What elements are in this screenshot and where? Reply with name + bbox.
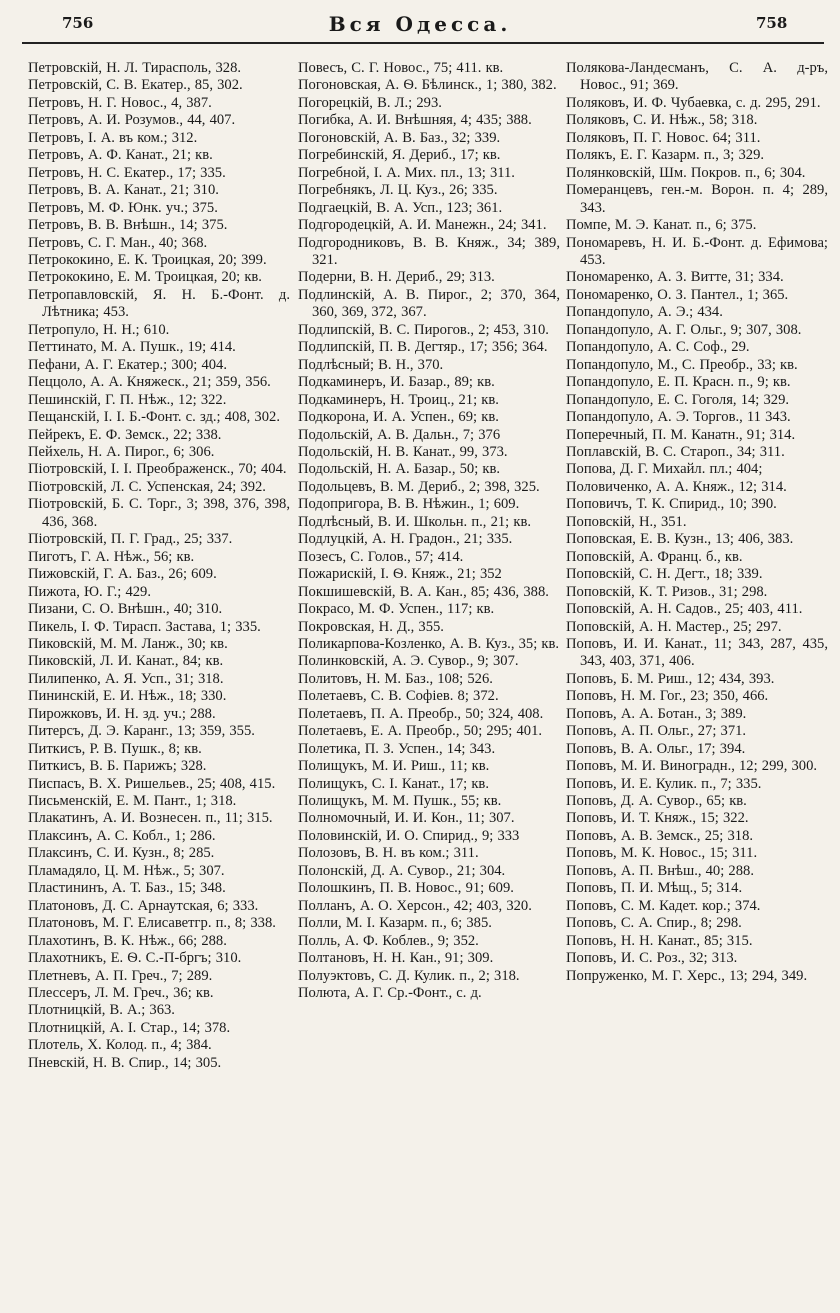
directory-entry: Подлуцкій, А. Н. Градон., 21; 335. <box>298 531 513 548</box>
directory-entry: Петровъ, М. Ф. Юнк. уч.; 375. <box>28 199 218 216</box>
directory-entry: Петровъ, Н. Г. Новос., 4, 387. <box>28 94 212 111</box>
directory-entry: Поляковъ, П. Г. Новос. 64; 311. <box>566 129 761 146</box>
directory-entry: Поповъ, С. М. Кадет. кор.; 374. <box>566 897 761 914</box>
directory-entry: Погоновскій, А. В. Баз., 32; 339. <box>298 129 501 146</box>
directory-entry: Полищукъ, С. І. Канат., 17; кв. <box>298 775 489 792</box>
directory-entry: Покрасо, М. Ф. Успен., 117; кв. <box>298 601 495 618</box>
directory-entry: Поповъ, С. А. Спир., 8; 298. <box>566 915 742 932</box>
running-title: Вся Одесса. <box>328 12 512 36</box>
directory-entry: Петровскій, Н. Л. Тирасполь, 328. <box>28 60 242 76</box>
directory-entry: Петрококино, Е. М. Троицкая, 20; кв. <box>28 269 262 286</box>
directory-entry: Петровъ, А. И. Розумов., 44, 407. <box>28 112 236 129</box>
directory-entry: Плотницкій, В. А.; 363. <box>28 1002 175 1019</box>
directory-entry: Питкисъ, В. Б. Парижъ; 328. <box>28 758 207 775</box>
directory-entry: Погребнякъ, Л. Ц. Куз., 26; 335. <box>298 182 498 199</box>
directory-entry: Полль, А. Ф. Коблев., 9; 352. <box>298 932 479 949</box>
directory-entry: Полуэктовъ, С. Д. Кулик. п., 2; 318. <box>298 967 520 984</box>
directory-entry: Подольскій, Н. В. Канат., 99, 373. <box>298 443 508 460</box>
directory-entry: Поповъ, А. В. Земск., 25; 318. <box>566 827 754 844</box>
directory-entry: Поповскій, С. Н. Дегт., 18; 339. <box>566 566 763 583</box>
directory-entry: Поповъ, И. И. Канат., 11; 343, 287, 435, 343, 403, 371, 406. <box>566 635 828 670</box>
directory-entry: Попова, Д. Г. Михайл. пл.; 404; <box>566 461 763 478</box>
directory-entry: Подольскій, А. В. Дальн., 7; 376 <box>298 426 501 443</box>
directory-entry: Писпасъ, В. Х. Ришельев., 25; 408, 415. <box>28 775 276 792</box>
directory-entry: Поповъ, П. И. Мѣщ., 5; 314. <box>566 880 743 897</box>
column-2 <box>298 60 560 1002</box>
directory-entry: Половинскій, И. О. Спирид., 9; 333 <box>298 827 520 844</box>
directory-entry: Помпе, М. Э. Канат. п., 6; 375. <box>566 217 757 234</box>
directory-entry: Полетика, П. З. Успен., 14; 343. <box>298 740 496 757</box>
directory-entry: Пешинскій, Г. П. Нѣж., 12; 322. <box>28 391 227 408</box>
directory-entry: Политовъ, Н. М. Баз., 108; 526. <box>298 670 493 687</box>
directory-entry: Поповъ, А. П. Внѣш., 40; 288. <box>566 862 754 879</box>
directory-entry: Попандопуло, Е. П. Красн. п., 9; кв. <box>566 374 791 391</box>
directory-entry: Плотель, Х. Колод. п., 4; 384. <box>28 1037 212 1054</box>
directory-entry: Поповскій, А. Н. Мастер., 25; 297. <box>566 618 782 635</box>
directory-entry: Питкисъ, Р. В. Пушк., 8; кв. <box>28 740 202 757</box>
directory-entry: Піотровскій, П. Г. Град., 25; 337. <box>28 531 233 548</box>
directory-entry: Плессеръ, Л. М. Греч., 36; кв. <box>28 985 214 1002</box>
directory-entry: Поповъ, И. С. Роз., 32; 313. <box>566 950 738 967</box>
directory-entry: Піотровскій, І. І. Преображенск., 70; 404. <box>28 461 287 478</box>
directory-entry: Поликарпова-Козленко, А. В. Куз., 35; кв. <box>298 635 560 652</box>
directory-entry: Подгородниковъ, В. В. Княж., 34; 389, 321. <box>298 234 560 268</box>
directory-entry: Подлѣсный, В. И. Школьн. п., 21; кв. <box>298 513 532 530</box>
directory-entry: Подольцевъ, В. М. Дериб., 2; 398, 325. <box>298 478 540 495</box>
directory-entry: Петровъ, В. В. Внѣшн., 14; 375. <box>28 217 228 234</box>
directory-entry: Подкорона, И. А. Успен., 69; кв. <box>298 409 499 426</box>
directory-entry: Петровъ, І. А. въ ком.; 312. <box>28 129 198 146</box>
directory-entry: Пожарискій, І. Ѳ. Княж., 21; 352 <box>298 566 502 583</box>
directory-entry: Поплавскій, В. С. Староп., 34; 311. <box>566 443 785 460</box>
directory-entry: Петровъ, С. Г. Ман., 40; 368. <box>28 234 208 251</box>
directory-entry: Петропуло, Н. Н.; 610. <box>28 321 170 338</box>
directory-entry: Подерни, В. Н. Дериб., 29; 313. <box>298 269 495 286</box>
directory-entry: Попандопуло, А. Э.; 434. <box>566 304 723 321</box>
directory-entry: Плаксинъ, С. И. Кузн., 8; 285. <box>28 845 215 862</box>
directory-entry: Пламадяло, Ц. М. Нѣж., 5; 307. <box>28 862 225 879</box>
directory-entry: Поляковъ, С. И. Нѣж., 58; 318. <box>566 112 758 129</box>
directory-entry: Плахотинъ, В. К. Нѣж., 66; 288. <box>28 932 227 949</box>
directory-entry: Петропавловскій, Я. Н. Б.-Фонт. д. Лѣтника; 453. <box>28 286 290 321</box>
directory-entry: Поповъ, И. Е. Кулик. п., 7; 335. <box>566 775 762 792</box>
directory-entry: Пещанскій, І. І. Б.-Фонт. с. зд.; 408, 302. <box>28 409 280 426</box>
directory-entry: Пижота, Ю. Г.; 429. <box>28 583 151 600</box>
directory-entry: Погоновская, А. Ѳ. Бѣлинск., 1; 380, 382. <box>298 77 557 94</box>
directory-entry: Поповскій, А. Н. Садов., 25; 403, 411. <box>566 601 803 618</box>
directory-entry: Подлѣсный; В. Н., 370. <box>298 356 444 373</box>
directory-entry: Полетаевъ, С. В. Софіев. 8; 372. <box>298 688 499 705</box>
directory-entry: Поперечный, П. М. Канатн., 91; 314. <box>566 426 796 443</box>
directory-entry: Петрококино, Е. К. Троицкая, 20; 399. <box>28 251 267 268</box>
directory-entry: Повесъ, С. Г. Новос., 75; 411. кв. <box>298 60 504 76</box>
directory-entry: Подлипскій, В. С. Пирогов., 2; 453, 310. <box>298 321 549 338</box>
directory-entry: Пирожковъ, И. Н. зд. уч.; 288. <box>28 705 216 722</box>
directory-entry: Питерсъ, Д. Э. Каранг., 13; 359, 355. <box>28 723 255 740</box>
directory-entry: Подгородецкій, А. И. Манежн., 24; 341. <box>298 217 547 234</box>
directory-entry: Позесъ, С. Голов., 57; 414. <box>298 548 464 565</box>
directory-entry: Поповъ, М. К. Новос., 15; 311. <box>566 845 758 862</box>
directory-entry: Пизани, С. О. Внѣшн., 40; 310. <box>28 601 223 618</box>
directory-entry: Поповскій, А. Франц. б., кв. <box>566 548 743 565</box>
directory-entry: Половиченко, А. А. Княж., 12; 314. <box>566 478 787 495</box>
directory-entry: Полищукъ, М. И. Риш., 11; кв. <box>298 758 490 775</box>
directory-entry: Поповъ, И. Т. Княж., 15; 322. <box>566 810 749 827</box>
directory-entry: Полюта, А. Г. Ср.-Фонт., с. д. <box>298 985 482 1002</box>
directory-entry: Попандопуло, А. С. Соф., 29. <box>566 339 750 356</box>
directory-entry: Пейхель, Н. А. Пирог., 6; 306. <box>28 443 215 460</box>
directory-entry: Подкаминеръ, И. Базар., 89; кв. <box>298 374 495 391</box>
directory-entry: Піотровскій, Л. С. Успенская, 24; 392. <box>28 478 266 495</box>
directory-entry: Поповскій, Н., 351. <box>566 513 687 530</box>
directory-entry: Полинковскій, А. Э. Сувор., 9; 307. <box>298 653 519 670</box>
directory-entry: Попандопуло, А. Г. Ольг., 9; 307, 308. <box>566 321 802 338</box>
directory-entry: Покровская, Н. Д., 355. <box>298 618 444 635</box>
directory-entry: Пономаренко, А. З. Витте, 31; 334. <box>566 269 784 286</box>
directory-entry: Поляковъ, И. Ф. Чубаевка, с. д. 295, 291. <box>566 94 821 111</box>
directory-entry: Пиковскій, Л. И. Канат., 84; кв. <box>28 653 224 670</box>
directory-entry: Полякъ, Е. Г. Казарм. п., 3; 329. <box>566 147 765 164</box>
directory-entry: Покшишевскій, В. А. Кан., 85; 436, 388. <box>298 583 549 600</box>
directory-entry: Пикель, І. Ф. Тирасп. Застава, 1; 335. <box>28 618 261 635</box>
directory-entry: Погибка, А. И. Внѣшняя, 4; 435; 388. <box>298 112 532 129</box>
directory-entry: Петровъ, Н. С. Екатер., 17; 335. <box>28 164 226 181</box>
directory-entry: Пиготъ, Г. А. Нѣж., 56; кв. <box>28 548 195 565</box>
directory-entry: Погребинскій, Я. Дериб., 17; кв. <box>298 147 501 164</box>
directory-entry: Пеццоло, А. А. Княжеск., 21; 359, 356. <box>28 374 271 391</box>
directory-entry: Подопригора, В. В. Нѣжин., 1; 609. <box>298 496 520 513</box>
directory-entry: Попандопуло, Е. С. Гоголя, 14; 329. <box>566 391 790 408</box>
directory-entry: Піотровскій, Б. С. Торг., 3; 398, 376, 398, 436, 368. <box>28 496 290 530</box>
directory-entry: Поповъ, Б. М. Риш., 12; 434, 393. <box>566 670 775 687</box>
directory-entry: Поповъ, В. А. Ольг., 17; 394. <box>566 740 746 757</box>
directory-entry: Подольскій, Н. А. Базар., 50; кв. <box>298 461 501 478</box>
directory-entry: Петровскій, С. В. Екатер., 85, 302. <box>28 77 243 94</box>
directory-entry: Попандопуло, А. Э. Торгов., 11 343. <box>566 409 791 426</box>
directory-entry: Подгаецкій, В. А. Усп., 123; 361. <box>298 199 503 216</box>
directory-entry: Плакатинъ, А. И. Вознесен. п., 11; 315. <box>28 810 273 827</box>
directory-entry: Полномочный, И. И. Кон., 11; 307. <box>298 810 515 827</box>
directory-entry: Петровъ, В. А. Канат., 21; 310. <box>28 182 219 199</box>
directory-entry: Пневскій, Н. В. Спир., 14; 305. <box>28 1054 222 1071</box>
directory-entry: Погребной, І. А. Мих. пл., 13; 311. <box>298 164 515 181</box>
directory-entry: Погорецкій, В. Л.; 293. <box>298 94 442 111</box>
directory-entry: Пефани, А. Г. Екатер.; 300; 404. <box>28 356 227 373</box>
page-number-right: 758 <box>756 14 788 32</box>
directory-entry: Попандопуло, М., С. Преобр., 33; кв. <box>566 356 798 373</box>
directory-entry: Петровъ, А. Ф. Канат., 21; кв. <box>28 147 213 164</box>
directory-entry: Пининскій, Е. И. Нѣж., 18; 330. <box>28 688 227 705</box>
directory-entry: Поповъ, Д. А. Сувор., 65; кв. <box>566 793 747 810</box>
directory-entry: Подлинскій, А. В. Пирог., 2; 370, 364, 360, 369, 372, 367. <box>298 286 560 321</box>
page-header <box>0 0 840 58</box>
directory-entry: Померанцевъ, ген.-м. Ворон. п. 4; 289, 343. <box>566 182 828 216</box>
directory-entry: Пижовскій, Г. А. Баз., 26; 609. <box>28 566 217 583</box>
directory-entry: Полли, М. І. Казарм. п., 6; 385. <box>298 915 492 932</box>
directory-entry: Платоновъ, Д. С. Арнаутская, 6; 333. <box>28 897 259 914</box>
directory-entry: Полланъ, А. О. Херсон., 42; 403, 320. <box>298 897 532 914</box>
directory-entry: Плетневъ, А. П. Греч., 7; 289. <box>28 967 213 984</box>
directory-entry: Полетаевъ, П. А. Преобр., 50; 324, 408. <box>298 705 544 722</box>
directory-entry: Поповъ, А. П. Ольг., 27; 371. <box>566 723 747 740</box>
directory-entry: Полетаевъ, Е. А. Преобр., 50; 295; 401. <box>298 723 543 740</box>
column-1 <box>28 60 290 1072</box>
directory-entry: Подлипскій, П. В. Дегтяр., 17; 356; 364. <box>298 339 548 356</box>
directory-entry: Письменскій, Е. М. Пант., 1; 318. <box>28 793 237 810</box>
header-rule <box>22 42 824 44</box>
directory-entry: Поповъ, М. И. Виноградн., 12; 299, 300. <box>566 758 818 775</box>
directory-entry: Пономаренко, О. З. Пантел., 1; 365. <box>566 286 789 303</box>
directory-entry: Поповская, Е. В. Кузн., 13; 406, 383. <box>566 531 794 548</box>
directory-entry: Поповъ, Н. Н. Канат., 85; 315. <box>566 932 753 949</box>
directory-entry: Пилипенко, А. Я. Усп., 31; 318. <box>28 670 224 687</box>
directory-entry: Плотницкій, А. І. Стар., 14; 378. <box>28 1019 231 1036</box>
directory-entry: Полошкинъ, П. В. Новос., 91; 609. <box>298 880 514 897</box>
page-number-left: 756 <box>62 14 94 32</box>
directory-entry: Петтинато, М. А. Пушк., 19; 414. <box>28 339 236 356</box>
directory-entry: Поповъ, Н. М. Гог., 23; 350, 466. <box>566 688 769 705</box>
directory-entry: Полякова-Ландесманъ, С. А. д-ръ, Новос., 91; 369. <box>566 60 828 94</box>
directory-entry: Полозовъ, В. Н. въ ком.; 311. <box>298 845 479 862</box>
directory-entry: Плахотникъ, Е. Ѳ. С.-П-бргъ; 310. <box>28 950 242 967</box>
directory-entry: Пономаревъ, Н. И. Б.-Фонт. д. Ефимова; 453. <box>566 234 828 268</box>
directory-entry: Пейрекъ, Е. Ф. Земск., 22; 338. <box>28 426 222 443</box>
directory-entry: Подкаминеръ, Н. Троиц., 21; кв. <box>298 391 499 408</box>
directory-entry: Полянковскій, Шм. Покров. п., 6; 304. <box>566 164 806 181</box>
directory-entry: Платоновъ, М. Г. Елисаветгр. п., 8; 338. <box>28 915 276 932</box>
directory-entry: Поповскій, К. Т. Ризов., 31; 298. <box>566 583 768 600</box>
directory-entry: Пиковскій, М. М. Ланж., 30; кв. <box>28 635 228 652</box>
column-3 <box>566 60 828 985</box>
directory-entry: Пластининъ, А. Т. Баз., 15; 348. <box>28 880 226 897</box>
directory-entry: Попруженко, М. Г. Херс., 13; 294, 349. <box>566 967 808 984</box>
directory-entry: Поповъ, А. А. Ботан., 3; 389. <box>566 705 747 722</box>
directory-entry: Плаксинъ, А. С. Кобл., 1; 286. <box>28 827 216 844</box>
directory-entry: Полонскій, Д. А. Сувор., 21; 304. <box>298 862 506 879</box>
directory-entry: Полищукъ, М. М. Пушк., 55; кв. <box>298 793 502 810</box>
directory-entry: Полтановъ, Н. Н. Кан., 91; 309. <box>298 950 494 967</box>
directory-entry: Поповичъ, Т. К. Спирид., 10; 390. <box>566 496 777 513</box>
